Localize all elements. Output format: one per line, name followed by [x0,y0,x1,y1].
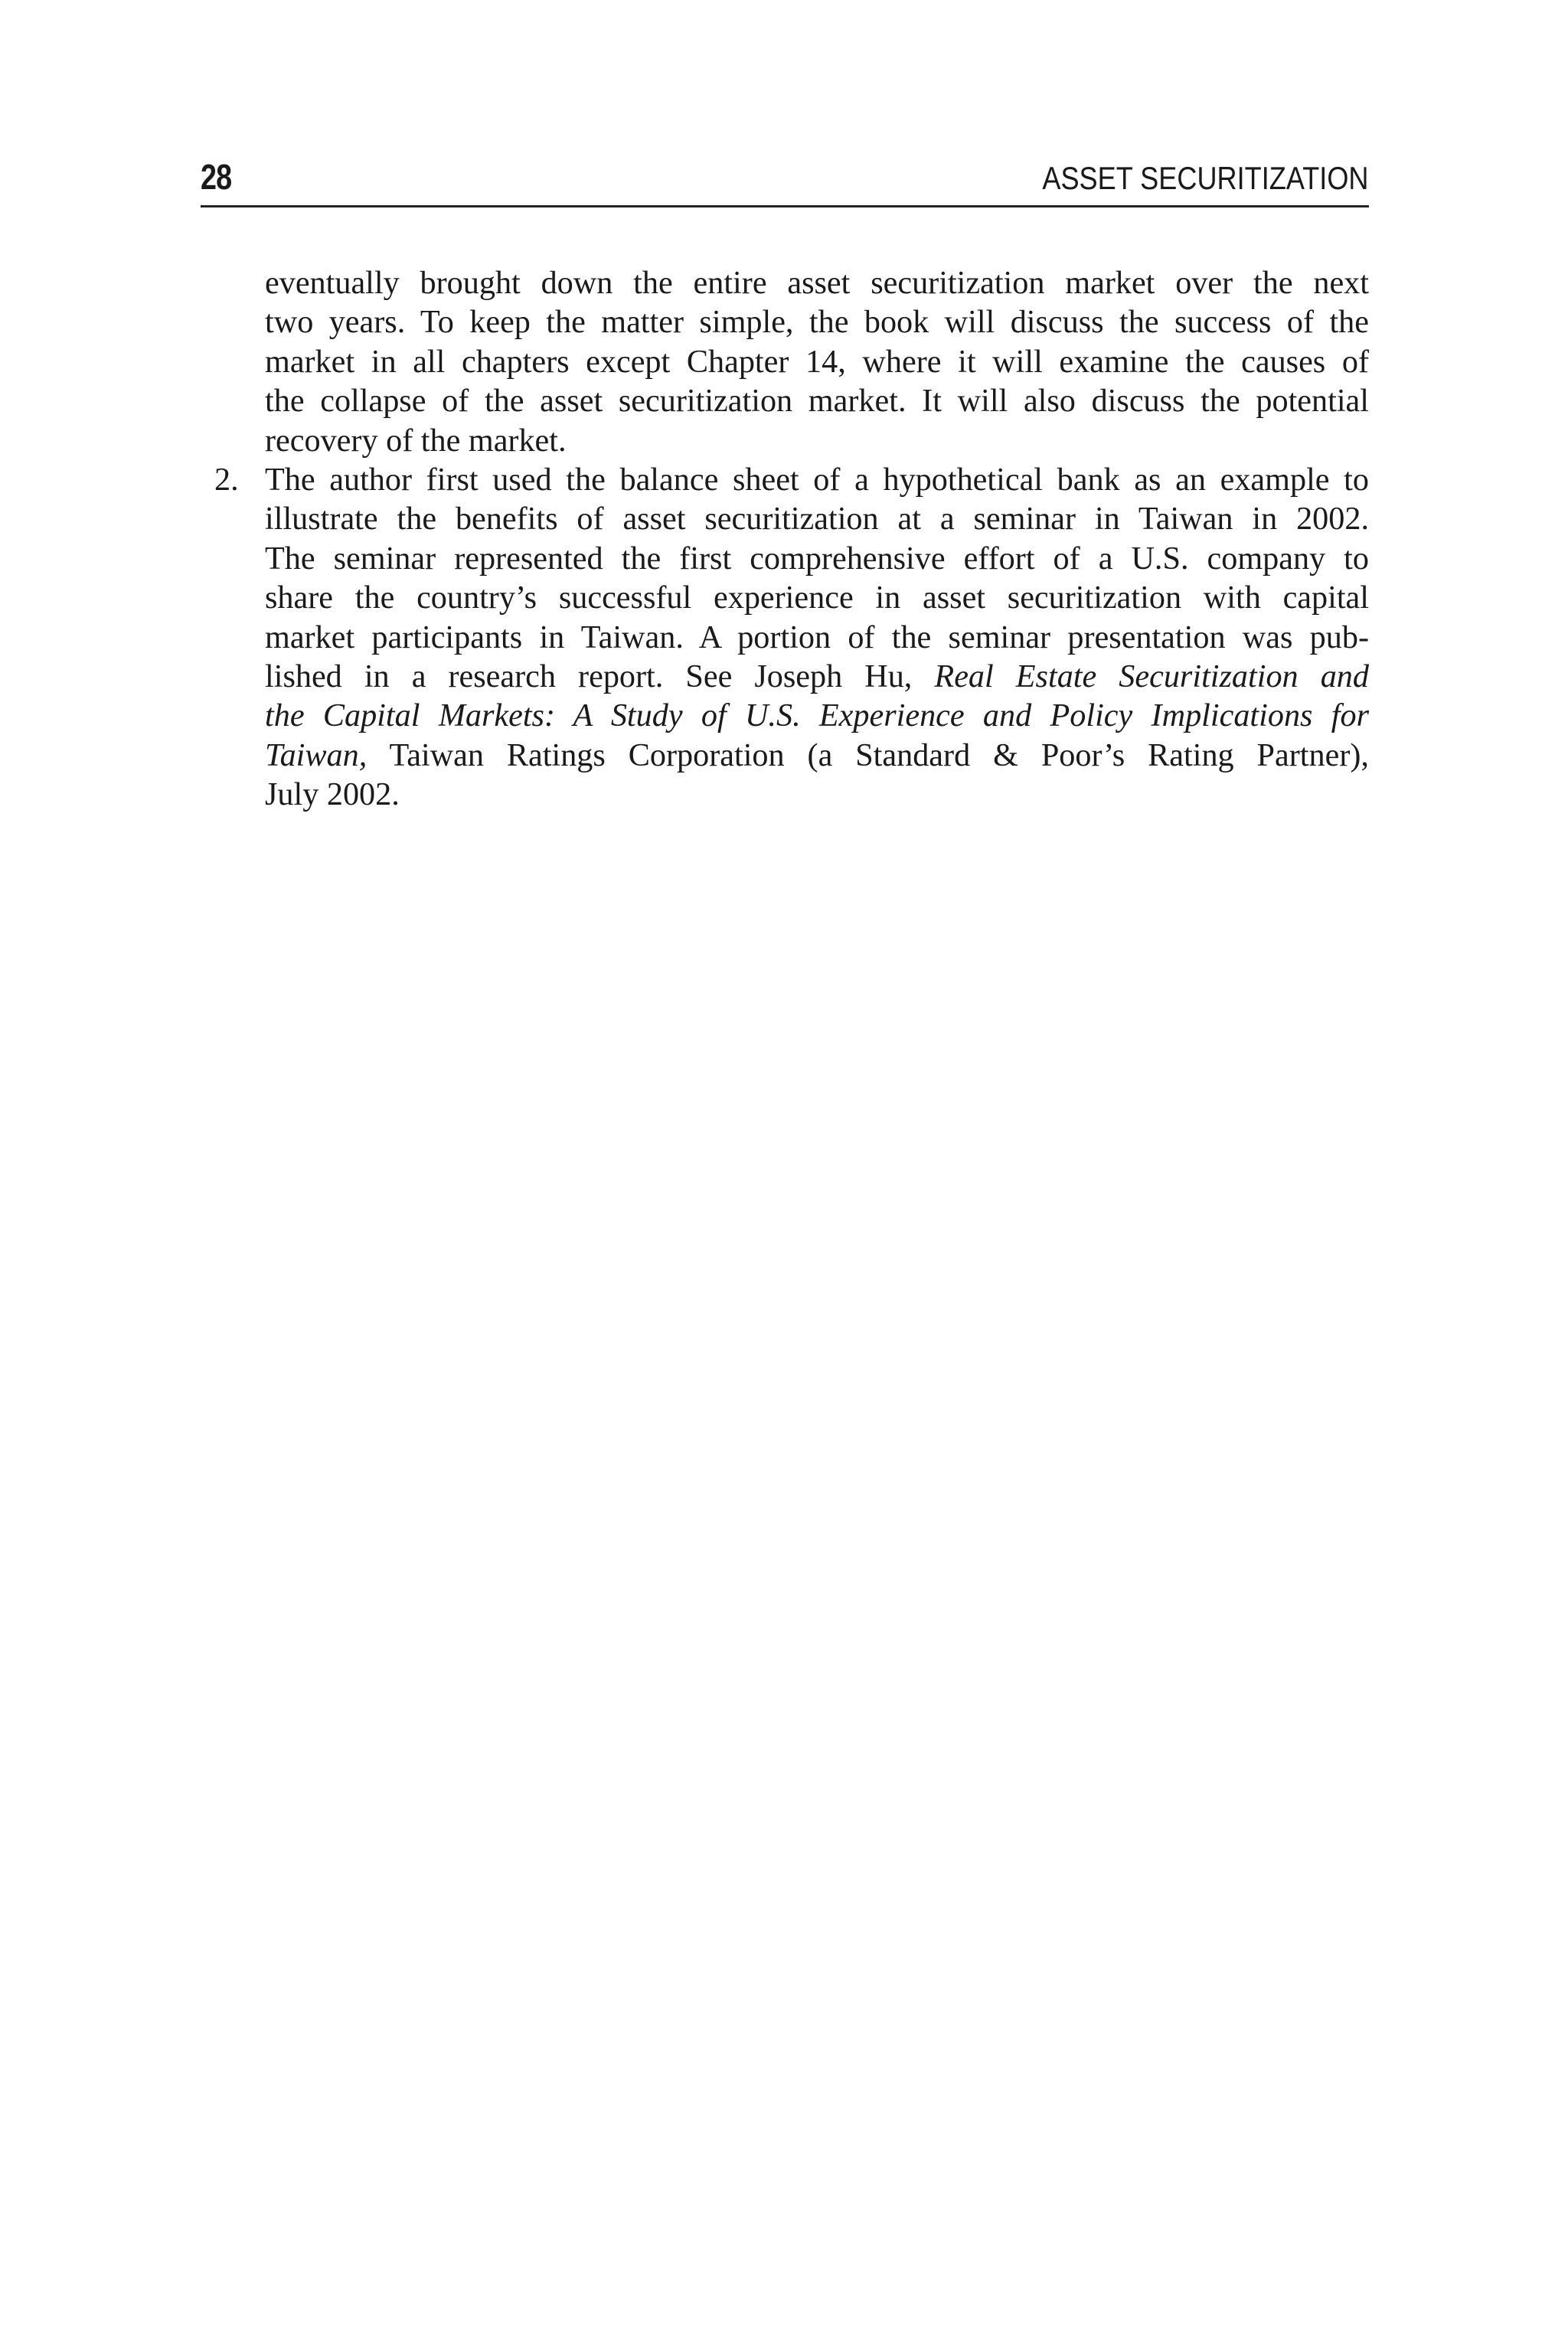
endnotes [214,263,1369,814]
note-line: recovery of the market. [265,422,567,459]
note-line: July 2002. [265,776,400,813]
note-continued [265,263,1369,460]
cited-title: the Capital Markets: A Study of U.S. Experience and Policy Implications for [265,697,1369,734]
note-line [265,736,1369,775]
note-line [265,657,1369,696]
note-text: Taiwan Ratings Corporation (a Standard & Poor’s Rating Partner), [389,737,1369,773]
note-line: eventually brought down the entire asset securitization market over the next [265,265,1369,301]
note-number: 2. [214,461,239,498]
note-line: The seminar represented the first comprehensive effort of a U.S. company to [265,540,1369,577]
note-text: lished in a research report. See Joseph Hu, [265,658,913,694]
running-header [201,150,1369,207]
cited-title: Real Estate Securitization and [934,658,1369,694]
page-number: 28 [201,157,232,197]
note-line: The author first used the balance sheet of a hypothetical bank as an example to [265,461,1369,498]
cited-title: Taiwan, [265,737,368,773]
note-line: two years. To keep the matter simple, the book will discuss the success of the [265,304,1369,341]
note-2 [214,460,1369,815]
note-line: market participants in Taiwan. A portion of the seminar presentation was pub- [265,619,1369,655]
running-title: ASSET SECURITIZATION [1042,160,1369,196]
note-line: share the country’s successful experience in asset securitization with capital [265,580,1369,616]
note-line: the collapse of the asset securitization market. It will also discuss the potential [265,383,1369,420]
note-line: market in all chapters except Chapter 14, where it will examine the causes of [265,343,1369,380]
note-line [265,696,1369,735]
note-line: illustrate the benefits of asset securitization at a seminar in Taiwan in 2002. [265,501,1369,537]
